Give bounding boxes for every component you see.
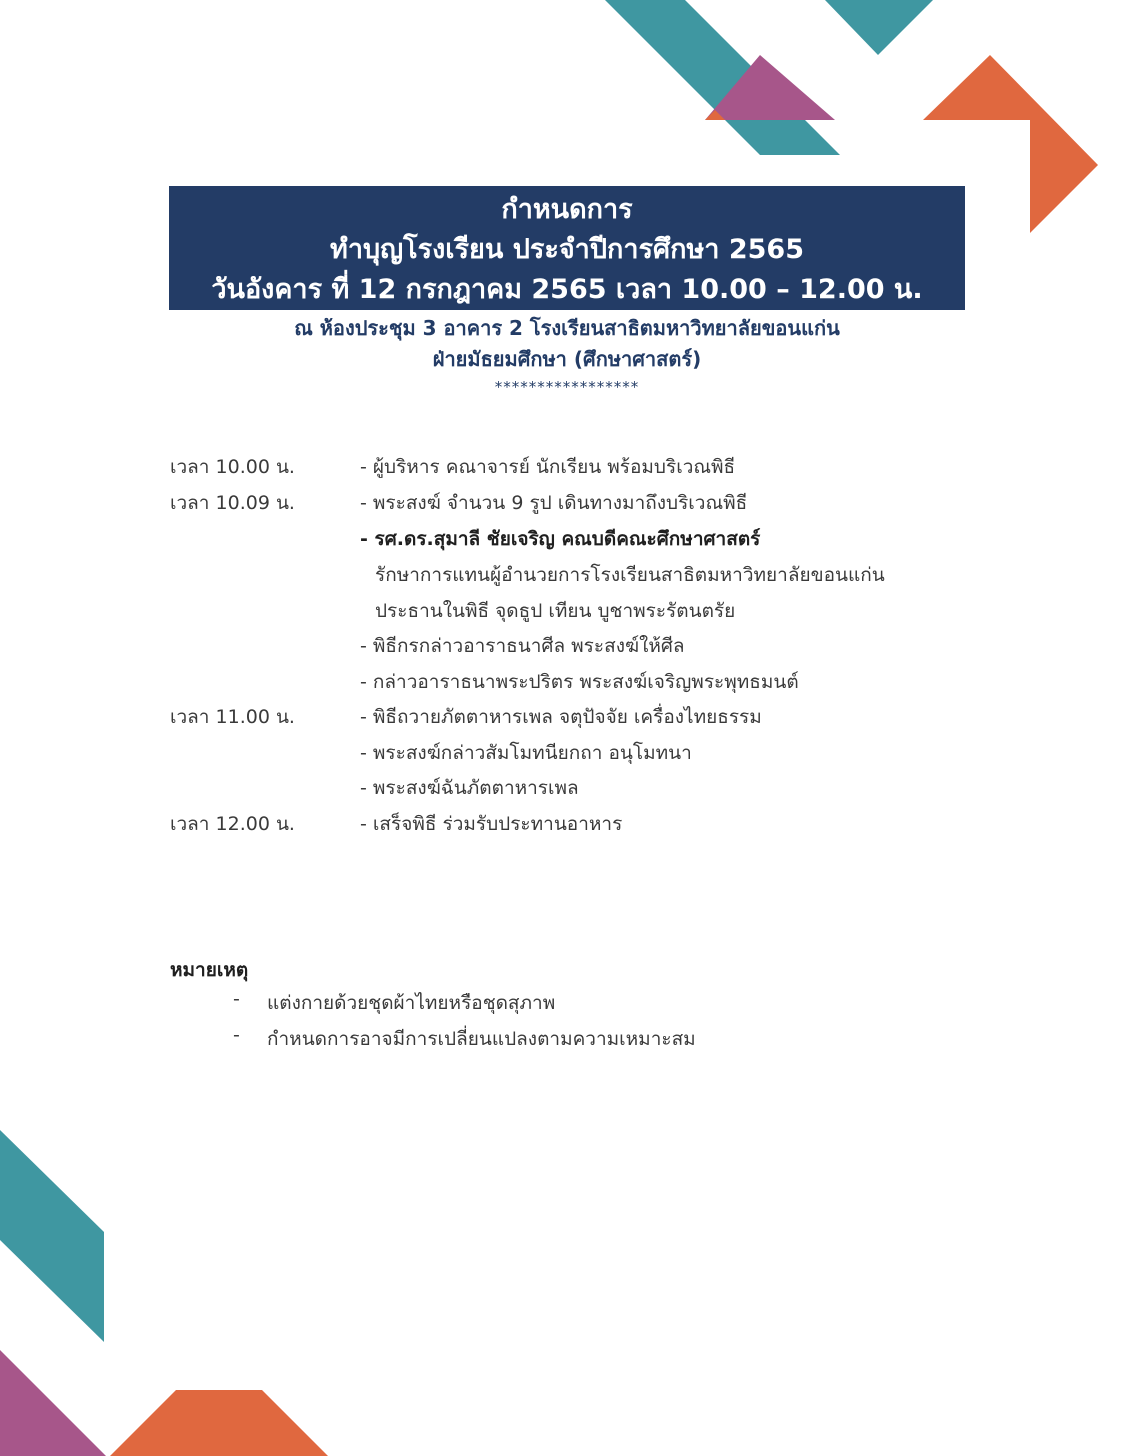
schedule-item: รักษาการแทนผู้อำนวยการโรงเรียนสาธิตมหาวิทยาลัยขอนแก่น [375, 564, 885, 586]
teal-triangle-top [825, 0, 933, 55]
notes-title: หมายเหตุ [170, 959, 249, 981]
venue-line-1: ณ ห้องประชุม 3 อาคาร 2 โรงเรียนสาธิตมหาวิทยาลัยขอนแก่น [294, 316, 840, 340]
schedule-item-chair: - รศ.ดร.สุมาลี ชัยเจริญ คณบดีคณะศึกษาศาสตร์ [360, 528, 761, 550]
orange-sliver-top [705, 110, 725, 120]
title-banner [169, 186, 965, 310]
note-item: แต่งกายด้วยชุดผ้าไทยหรือชุดสุภาพ [267, 992, 556, 1014]
orange-triangle-bottom [110, 1390, 328, 1456]
time-1200: เวลา 12.00 น. [170, 813, 295, 835]
schedule-item: ประธานในพิธี จุดธูป เทียน บูชาพระรัตนตรัย [375, 600, 736, 622]
note-bullet: - [233, 988, 240, 1010]
magenta-triangle-top [705, 55, 835, 120]
title-line-1: กำหนดการ [501, 194, 633, 225]
magenta-triangle-bottom [0, 1350, 106, 1456]
title-line-2: ทำบุญโรงเรียน ประจำปีการศึกษา 2565 [330, 234, 804, 265]
schedule-item: - พระสงฆ์ จำนวน 9 รูป เดินทางมาถึงบริเวณพิธี [360, 492, 748, 514]
time-1100: เวลา 11.00 น. [170, 706, 295, 728]
time-1000: เวลา 10.00 น. [170, 456, 295, 478]
schedule-item: - กล่าวอาราธนาพระปริตร พระสงฆ์เจริญพระพุทธมนต์ [360, 671, 799, 693]
schedule-item: - พระสงฆ์ฉันภัตตาหารเพล [360, 777, 579, 799]
schedule-item: - เสร็จพิธี ร่วมรับประทานอาหาร [360, 813, 623, 835]
title-line-3: วันอังคาร ที่ 12 กรกฎาคม 2565 เวลา 10.00 – 12.00 น. [211, 274, 923, 305]
schedule-item: - พระสงฆ์กล่าวสัมโมทนียกถา อนุโมทนา [360, 742, 692, 764]
venue-line-2: ฝ่ายมัธยมศึกษา (ศึกษาศาสตร์) [432, 347, 702, 371]
schedule-item: - พิธีกรกล่าวอาราธนาศีล พระสงฆ์ให้ศีล [360, 635, 685, 657]
note-item: กำหนดการอาจมีการเปลี่ยนแปลงตามความเหมาะสม [267, 1028, 696, 1050]
schedule-item: - พิธีถวายภัตตาหารเพล จตุปัจจัย เครื่องไทยธรรม [360, 706, 762, 728]
schedule-item: - ผู้บริหาร คณาจารย์ นักเรียน พร้อมบริเวณพิธี [360, 456, 736, 478]
teal-stripe-bottom [0, 1130, 104, 1342]
note-bullet: - [233, 1024, 240, 1046]
divider-stars: ***************** [494, 378, 640, 396]
time-1009: เวลา 10.09 น. [170, 492, 295, 514]
teal-stripe-top [605, 0, 840, 155]
